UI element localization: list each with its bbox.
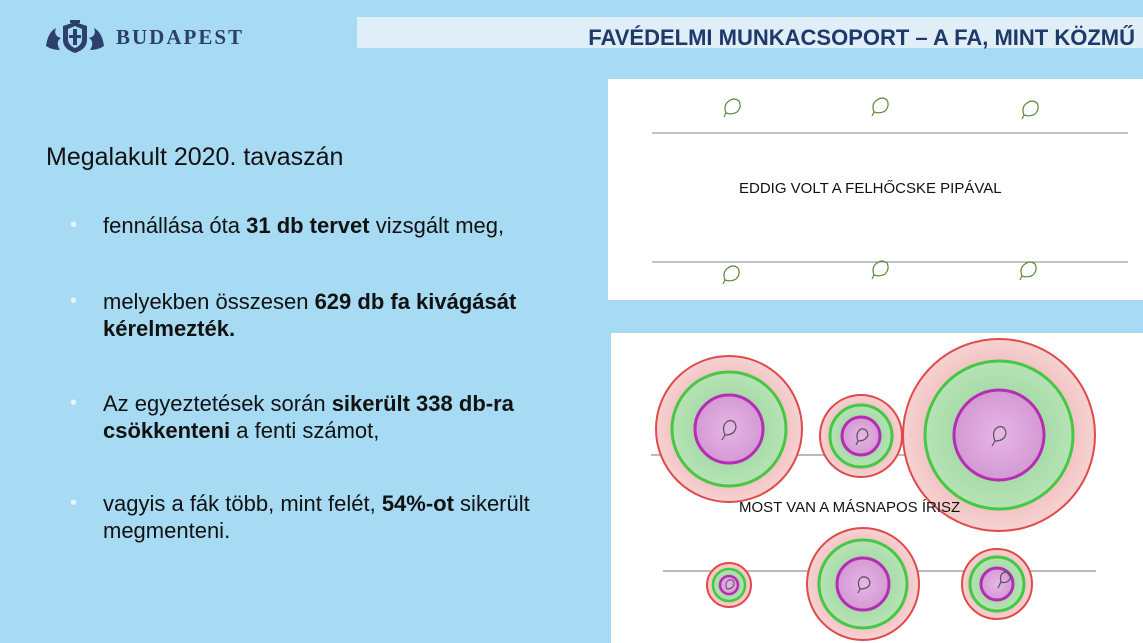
slide-heading: Megalakult 2020. tavaszán: [46, 143, 344, 171]
bullet-text-plain: fennállása óta: [103, 213, 247, 238]
new-symbol-figure: [611, 333, 1143, 643]
new-symbol-caption: MOST VAN A MÁSNAPOS ÍRISZ: [739, 499, 961, 516]
bullet-text-plain: Az egyeztetések során: [103, 391, 332, 416]
bullet-dot: •: [70, 214, 78, 236]
tree-crown-icon: [807, 528, 919, 640]
bullet-text: [103, 288, 583, 342]
bullet-text: [103, 212, 583, 239]
tree-crown-icon: [962, 549, 1032, 619]
bullet-text-plain: vagyis a fák több, mint felét,: [103, 491, 382, 516]
bullet-dot: •: [70, 492, 78, 514]
logo-text: BUDAPEST: [116, 24, 245, 49]
bullet-text-plain: a fenti számot,: [230, 418, 380, 443]
bullet-text: [103, 490, 583, 544]
bullet-text-plain: vizsgált meg,: [369, 213, 505, 238]
bullet-dot: •: [70, 290, 78, 312]
bullet-dot: •: [70, 392, 78, 414]
tree-crown-icon: [820, 395, 902, 477]
bullet-text-plain: melyekben összesen: [103, 289, 315, 314]
bullet-text-bold: 629 db fa kivágását kérelmezték.: [103, 289, 517, 341]
bullet-text-plain: sikerült megmenteni.: [103, 491, 530, 543]
bullet-text-bold: 31 db tervet: [246, 213, 370, 238]
bullet-text: [103, 390, 583, 444]
tree-crown-icon: [707, 563, 751, 607]
slide-title: FAVÉDELMI MUNKACSOPORT – A FA, MINT KÖZMŰ: [588, 25, 1135, 50]
title-bar: [357, 17, 1143, 48]
old-symbol-figure: [608, 79, 1143, 300]
old-symbol-caption: EDDIG VOLT A FELHŐCSKE PIPÁVAL: [739, 180, 1002, 197]
tree-crown-icon: [656, 356, 802, 502]
new-symbol-drawing: [611, 333, 1143, 643]
budapest-logo: [44, 20, 244, 54]
bullet-text-bold: 54%-ot: [381, 491, 454, 516]
bullet-text-bold: sikerült 338 db-ra csökkenteni: [103, 391, 514, 443]
coat-of-arms-icon: [44, 20, 106, 54]
